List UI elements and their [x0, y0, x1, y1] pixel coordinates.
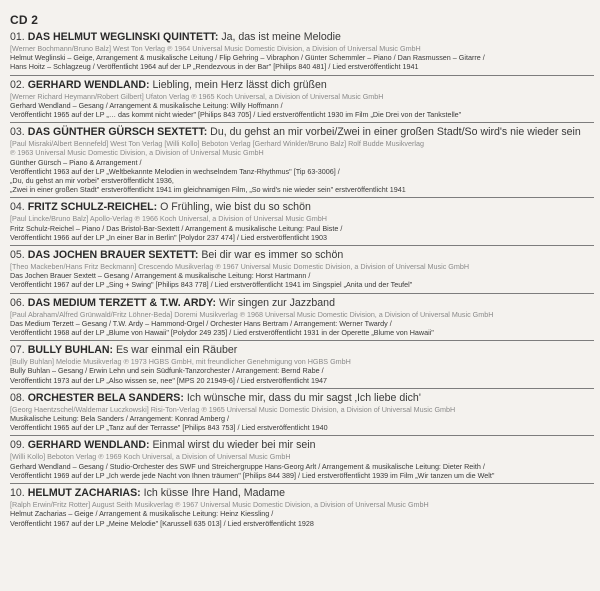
track-entry [10, 435, 594, 480]
track-song-title: Es war einmal ein Räuber [115, 344, 238, 357]
track-credits-line: [Ralph Erwin/Fritz Rotter] August Seith Musikverlag ℗ 1967 Universal Music Domestic Division, a Division of Universal Music GmbH [10, 500, 429, 510]
track-number: 10. [10, 487, 25, 500]
track-title-line: 10. HELMUT ZACHARIAS: Ich küsse Ihre Hand, Madame [10, 487, 285, 500]
track-number: 03. [10, 126, 25, 139]
track-song-title: O Frühling, wie bist du so schön [160, 201, 311, 214]
track-entry [10, 293, 594, 338]
track-credits-line: [Bully Buhlan] Melodie Musikverlag ℗ 1973 HGBS GmbH, mit freundlicher Genehmigung von HGBS GmbH [10, 357, 351, 367]
track-info-line: Veröffentlicht 1963 auf der LP „Weltbekannte Melodien in wechselndem Tanz-Rhythmus" [Tip 63-3006] / [10, 166, 340, 176]
track-number: 07. [10, 344, 25, 357]
track-entry [10, 340, 594, 385]
track-artist: DAS GÜNTHER GÜRSCH SEXTETT [27, 126, 204, 139]
track-credits-line: [Paul Misraki/Albert Bennefeld] West Ton Verlag [Willi Kollo] Beboton Verlag [Gerhard Winkler/Bruno Balz] Rolf Budde Musikverlag [10, 139, 425, 149]
track-info-line: Hans Hoitz – Schlagzeug / Veröffentlicht 1964 auf der LP „Rendezvous in der Bar" [Philips 840 481] / Lied erstveröffentlicht 1941 [10, 62, 419, 72]
track-title-line: 09. GERHARD WENDLAND: Einmal wirst du wieder bei mir sein [10, 439, 316, 452]
track-title-line: 02. GERHARD WENDLAND: Liebling, mein Herz lässt dich grüßen [10, 78, 327, 91]
track-number: 05. [10, 249, 25, 262]
track-info-line: Musikalische Leitung: Bela Sanders / Arrangement: Konrad Amberg / [10, 414, 229, 424]
track-artist: DAS HELMUT WEGLINSKI QUINTETT [27, 31, 215, 43]
track-artist: HELMUT ZACHARIAS [27, 487, 138, 500]
track-song-title: Ich küsse Ihre Hand, Madame [143, 487, 285, 500]
track-info-line: „Zwei in einer großen Stadt" erstveröffentlicht 1941 im gleichnamigen Film, „So wird's nie wieder sein" erstveröffentlicht 1941 [10, 185, 406, 195]
track-info-line: Günther Gürsch – Piano & Arrangement / [10, 157, 142, 167]
track-title-line: 08. ORCHESTER BELA SANDERS: Ich wünsche mir, dass du mir sagst ‚Ich liebe dich' [10, 391, 421, 404]
track-song-title: Bei dir war es immer so schön [201, 249, 344, 262]
track-info-line: Das Jochen Brauer Sextett – Gesang / Arrangement & musikalische Leitung: Horst Hartmann / [10, 271, 311, 281]
track-number: 04. [10, 201, 25, 214]
track-entry [10, 75, 594, 120]
track-info-line: Gerhard Wendland – Gesang / Arrangement & musikalische Leitung: Willy Hoffmann / [10, 100, 283, 110]
track-entry [10, 388, 594, 433]
track-title-line: 01. DAS HELMUT WEGLINSKI QUINTETT: Ja, das ist meine Melodie [10, 31, 341, 43]
track-entry [10, 197, 594, 242]
track-song-title: Einmal wirst du wieder bei mir sein [152, 439, 316, 452]
track-credits-line: [Willi Kollo] Beboton Verlag ℗ 1969 Koch Universal, a Division of Universal Music GmbH [10, 452, 291, 462]
track-info-line: „Du, du gehst an mir vorbei" erstveröffentlicht 1936, [10, 176, 174, 186]
track-song-title: Liebling, mein Herz lässt dich grüßen [152, 78, 327, 91]
track-song-title: Ja, das ist meine Melodie [221, 31, 341, 43]
track-info-line: Fritz Schulz-Reichel – Piano / Das Bristol-Bar-Sextett / Arrangement & musikalische Leitung: Paul Biste / [10, 223, 343, 233]
track-number: 08. [10, 391, 25, 404]
track-entry [10, 122, 594, 194]
track-info-line: Das Medium Terzett – Gesang / T.W. Ardy – Hammond-Orgel / Orchester Hans Bertram / Arrangement: Werner Twardy / [10, 318, 392, 328]
track-title-line: 04. FRITZ SCHULZ-REICHEL: O Frühling, wie bist du so schön [10, 201, 311, 214]
track-info-line: Veröffentlicht 1967 auf der LP „Meine Melodie" [Karussell 635 013] / Lied erstveröffentlicht 1928 [10, 518, 314, 528]
track-title-line: 06. DAS MEDIUM TERZETT & T.W. ARDY: Wir singen zur Jazzband [10, 296, 335, 309]
track-info-line: Veröffentlicht 1966 auf der LP „In einer Bar in Berlin" [Polydor 237 474] / Lied erstveröffentlicht 1903 [10, 232, 328, 242]
track-number: 06. [10, 296, 25, 309]
track-entry [10, 483, 594, 528]
track-info-line: Veröffentlicht 1968 auf der LP „Blume von Hawaii" [Polydor 249 235] / Lied erstveröffentlicht 1931 in der Operette „Blume von Hawaii" [10, 328, 434, 338]
track-artist: GERHARD WENDLAND [27, 439, 146, 452]
tracklist [10, 31, 594, 528]
track-artist: ORCHESTER BELA SANDERS [27, 391, 181, 404]
track-song-title: Du, du gehst an mir vorbei/Zwei in einer großen Stadt/So wird's nie wieder sein [210, 126, 581, 139]
track-entry [10, 245, 594, 290]
track-info-line: Bully Buhlan – Gesang / Erwin Lehn und sein Südfunk-Tanzorchester / Arrangement: Bernd Rabe / [10, 366, 324, 376]
track-artist: DAS MEDIUM TERZETT & T.W. ARDY [27, 296, 213, 309]
track-credits-line: [Georg Haentzschel/Waldemar Luczkowski] Risi-Ton-Verlag ℗ 1965 Universal Music Domestic Division, a Division of Universal Music GmbH [10, 404, 456, 414]
track-credits-line: ℗ 1963 Universal Music Domestic Division, a Division of Universal Music GmbH [10, 148, 264, 158]
track-info-line: Helmut Weglinski – Geige, Arrangement & musikalische Leitung / Flip Gehring – Vibraphon / Günter Schemmler – Piano / Dan Rasmussen – Gitarre / [10, 53, 485, 63]
track-credits-line: [Paul Abraham/Alfred Grünwald/Fritz Löhner-Beda] Doremi Musikverlag ℗ 1968 Universal Music Domestic Division, a Division of Universal Music GmbH [10, 309, 494, 319]
track-artist: BULLY BUHLAN [27, 344, 110, 357]
track-title-line: 07. BULLY BUHLAN: Es war einmal ein Räuber [10, 344, 238, 357]
track-number: 01. [10, 31, 25, 43]
track-info-line: Veröffentlicht 1965 auf der LP „Tanz auf der Terrasse" [Philips 843 753] / Lied erstveröffentlicht 1940 [10, 423, 328, 433]
track-number: 09. [10, 439, 25, 452]
track-credits-line: [Werner Bochmann/Bruno Balz] West Ton Verlag ℗ 1964 Universal Music Domestic Division, a Division of Universal Music GmbH [10, 44, 421, 53]
cd-label: CD 2 [10, 13, 39, 27]
track-song-title: Wir singen zur Jazzband [218, 296, 335, 309]
track-artist: FRITZ SCHULZ-REICHEL [27, 201, 154, 214]
track-song-title: Ich wünsche mir, dass du mir sagst ‚Ich liebe dich' [186, 391, 421, 404]
track-info-line: Veröffentlicht 1965 auf der LP „… das kommt nicht wieder" [Philips 843 705] / Lied erstveröffentlicht 1930 im Film „Die Drei von der Tankstelle" [10, 110, 462, 120]
track-title-line: 05. DAS JOCHEN BRAUER SEXTETT: Bei dir war es immer so schön [10, 249, 344, 262]
track-credits-line: [Theo Mackeben/Hans Fritz Beckmann] Crescendo Musikverlag ℗ 1967 Universal Music Domestic Division, a Division of Universal Music GmbH [10, 262, 470, 272]
track-credits-line: [Paul Lincke/Bruno Balz] Apollo-Verlag ℗ 1966 Koch Universal, a Division of Universal Music GmbH [10, 214, 327, 224]
track-title-line: 03. DAS GÜNTHER GÜRSCH SEXTETT: Du, du gehst an mir vorbei/Zwei in einer großen Stadt/So wird's nie wieder sein [10, 126, 581, 139]
track-entry [10, 31, 594, 72]
track-credits-line: [Werner Richard Heymann/Robert Gilbert] Ufaton Verlag ℗ 1965 Koch Universal, a Division of Universal Music GmbH [10, 91, 384, 101]
track-info-line: Helmut Zacharias – Geige / Arrangement & musikalische Leitung: Heinz Kiessling / [10, 509, 274, 519]
track-info-line: Veröffentlicht 1967 auf der LP „Sing + Swing" [Philips 843 778] / Lied erstveröffentlicht 1941 im Singspiel „Anita und der Teufel" [10, 280, 413, 290]
track-artist: GERHARD WENDLAND [27, 78, 146, 91]
track-info-line: Veröffentlicht 1969 auf der LP „Ich werde jede Nacht von Ihnen träumen" [Philips 844 389] / Lied erstveröffentlicht 1939 im Film „Wir tanzen um die Welt" [10, 470, 495, 480]
track-artist: DAS JOCHEN BRAUER SEXTETT [27, 249, 195, 262]
track-info-line: Gerhard Wendland – Gesang / Studio-Orchester des SWF und Streichergruppe Hans-Georg Arlt / Arrangement & musikalische Leitung: Dieter Reith / [10, 461, 485, 471]
track-info-line: Veröffentlicht 1973 auf der LP „Also wissen se, nee" [MPS 20 21949-6] / Lied erstveröffentlicht 1947 [10, 375, 327, 385]
track-number: 02. [10, 78, 25, 91]
